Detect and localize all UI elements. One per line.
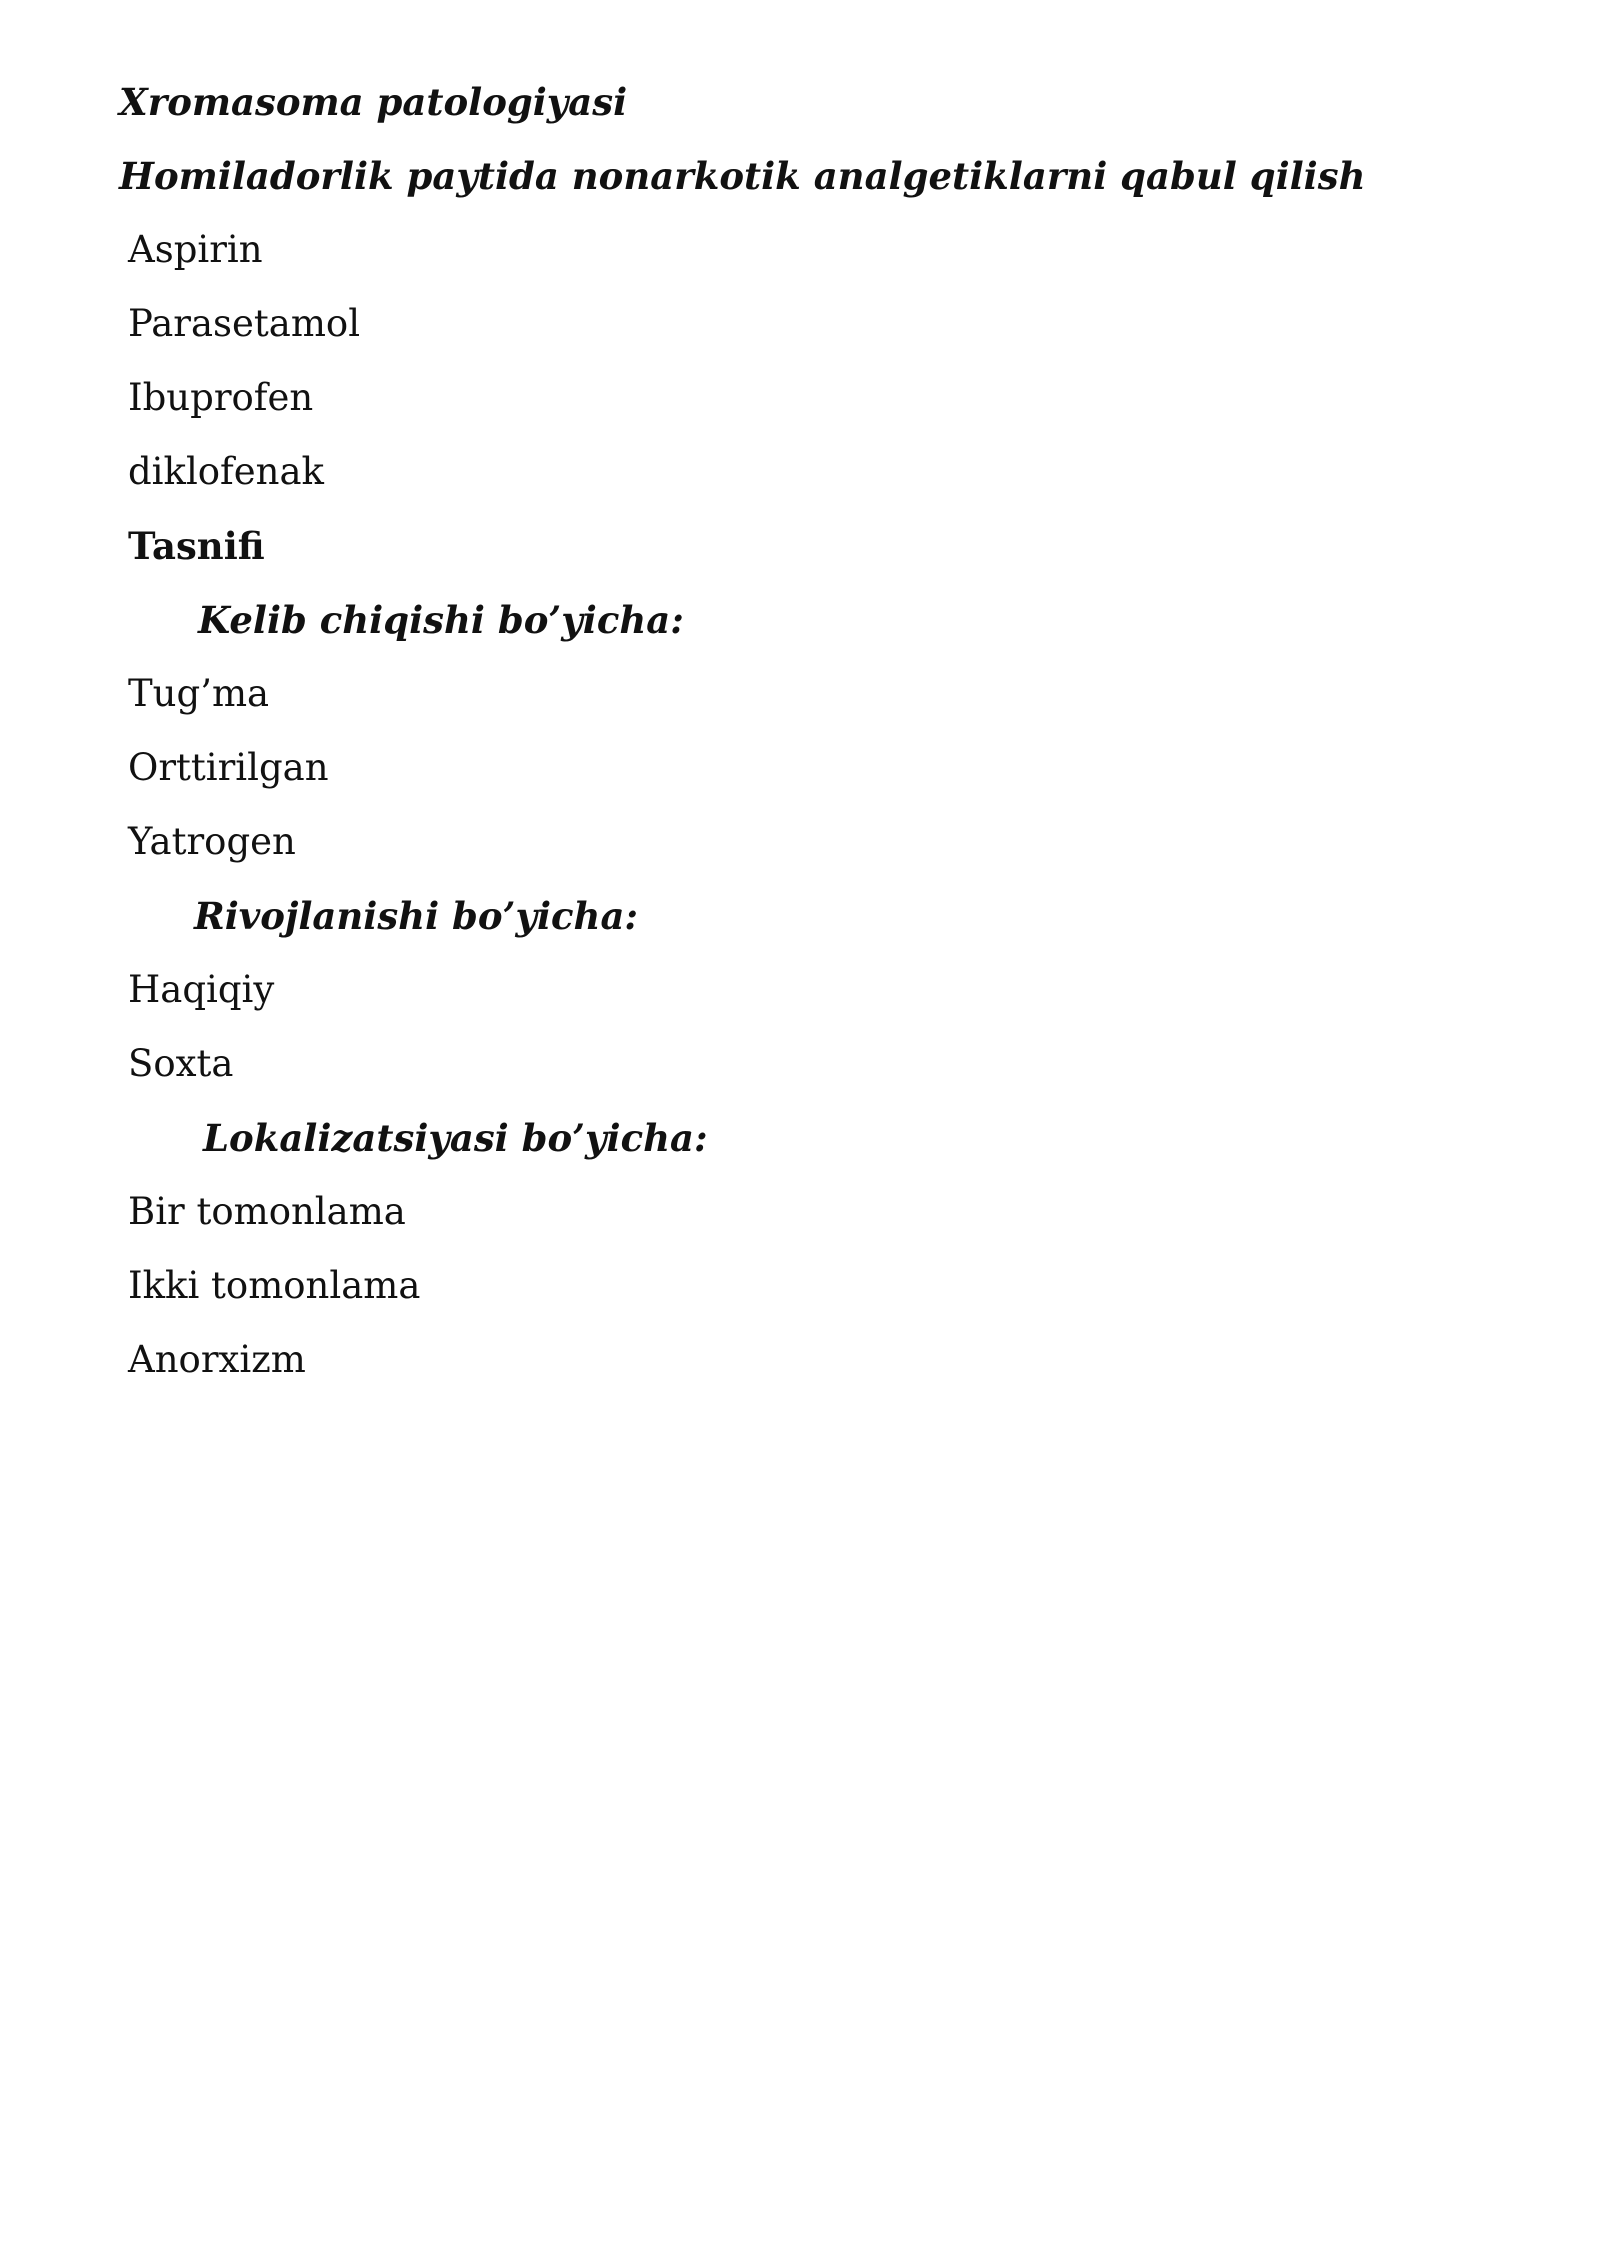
list-item: Ibuprofen — [128, 376, 314, 419]
heading-analgesics-pregnancy: Homiladorlik paytida nonarkotik analgetiklarni qabul qilish — [119, 154, 1366, 198]
list-item: Parasetamol — [128, 302, 361, 345]
list-item: Aspirin — [128, 228, 263, 271]
list-item: Tug’ma — [128, 672, 270, 715]
list-item: Anorxizm — [128, 1338, 306, 1381]
list-item: diklofenak — [128, 450, 324, 493]
list-item: Orttirilgan — [128, 746, 329, 789]
list-item: Bir tomonlama — [128, 1190, 406, 1233]
list-item: Soxta — [128, 1042, 234, 1085]
list-item: Ikki tomonlama — [128, 1264, 421, 1307]
heading-chromosome-pathology: Xromasoma patologiyasi — [119, 80, 628, 124]
subheading-by-localization: Lokalizatsiyasi bo’yicha: — [203, 1116, 708, 1160]
subheading-by-origin: Kelib chiqishi bo’yicha: — [198, 598, 684, 642]
list-item: Yatrogen — [128, 820, 296, 863]
subheading-by-development: Rivojlanishi bo’yicha: — [194, 894, 639, 938]
list-item: Haqiqiy — [128, 968, 275, 1011]
classification-title: Tasnifi — [128, 524, 265, 568]
